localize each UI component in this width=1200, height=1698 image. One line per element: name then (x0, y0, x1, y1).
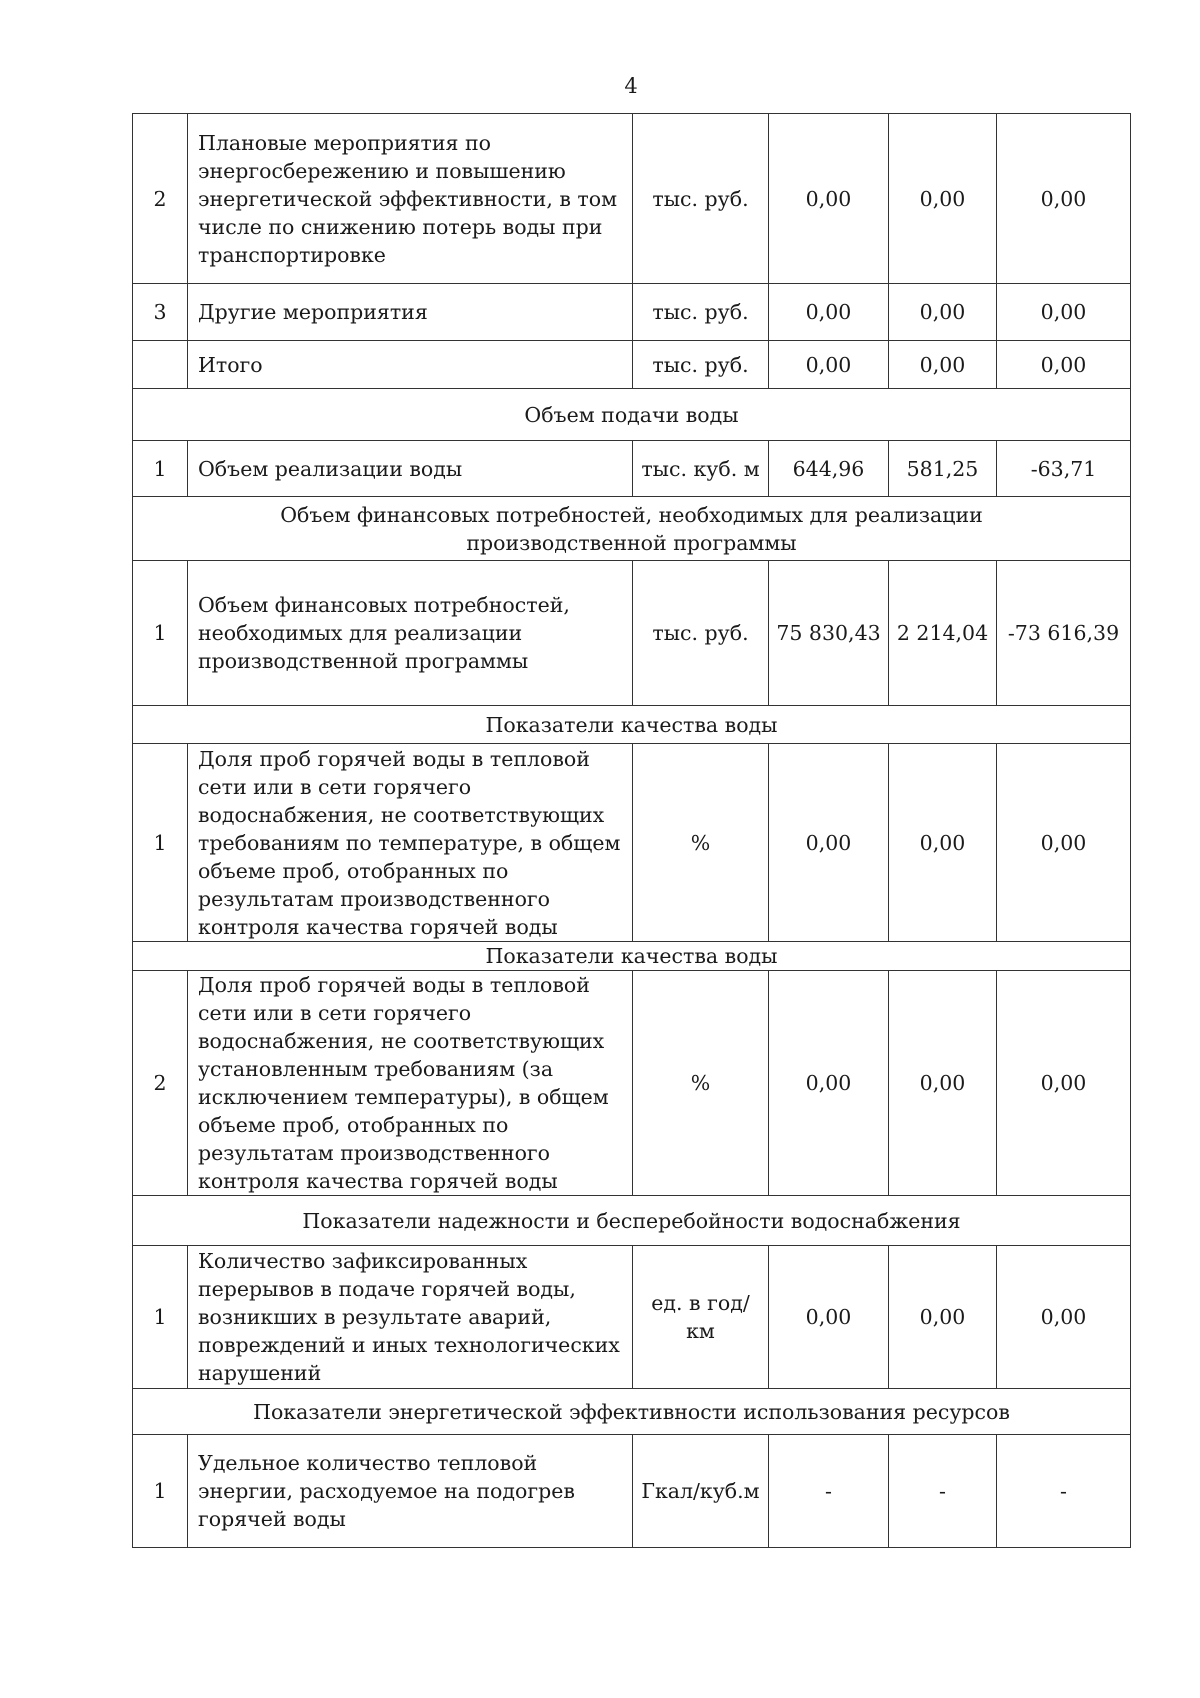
row-number: 1 (133, 1246, 188, 1389)
row-name: Удельное количество тепловой энергии, расходуемое на подогрев горячей воды (188, 1435, 633, 1548)
row-value-1: 75 830,43 (769, 561, 889, 706)
row-number: 1 (133, 744, 188, 942)
row-value-3: 0,00 (997, 284, 1131, 341)
row-name: Плановые мероприятия по энергосбережению и повышению энергетической эффективности, в том числе по снижению потерь воды при транспортировке (188, 114, 633, 284)
table-row (133, 284, 1131, 341)
section-header-row (133, 1389, 1131, 1435)
table-row (133, 441, 1131, 497)
row-value-3: -63,71 (997, 441, 1131, 497)
row-value-2: 0,00 (889, 341, 997, 389)
table-row (133, 341, 1131, 389)
table-row (133, 1246, 1131, 1389)
row-unit: ед. в год/ км (633, 1246, 769, 1389)
row-value-1: - (769, 1435, 889, 1548)
row-name: Доля проб горячей воды в тепловой сети или в сети горячего водоснабжения, не соответствующих требованиям по температуре, в общем объеме проб, отобранных по результатам производственного контроля качества горячей воды (188, 744, 633, 942)
row-name: Доля проб горячей воды в тепловой сети или в сети горячего водоснабжения, не соответствующих установленным требованиям (за исключением температуры), в общем объеме проб, отобранных по результатам производственного контроля качества горячей воды (188, 971, 633, 1196)
row-name: Объем реализации воды (188, 441, 633, 497)
row-value-2: 2 214,04 (889, 561, 997, 706)
row-number: 1 (133, 441, 188, 497)
row-value-3: 0,00 (997, 341, 1131, 389)
row-value-2: 0,00 (889, 1246, 997, 1389)
row-unit: тыс. руб. (633, 114, 769, 284)
section-title: Показатели качества воды (133, 706, 1131, 744)
row-value-3: - (997, 1435, 1131, 1548)
row-name: Итого (188, 341, 633, 389)
row-value-2: - (889, 1435, 997, 1548)
production-program-table (132, 113, 1131, 1548)
section-header-row (133, 942, 1131, 971)
row-value-1: 0,00 (769, 971, 889, 1196)
section-header-row (133, 389, 1131, 441)
row-name: Количество зафиксированных перерывов в подаче горячей воды, возникших в результате аварий, повреждений и иных технологических нарушений (188, 1246, 633, 1389)
row-value-2: 0,00 (889, 284, 997, 341)
section-title: Показатели энергетической эффективности использования ресурсов (133, 1389, 1131, 1435)
row-value-3: -73 616,39 (997, 561, 1131, 706)
row-value-2: 0,00 (889, 744, 997, 942)
row-unit: тыс. руб. (633, 341, 769, 389)
section-title: Объем подачи воды (133, 389, 1131, 441)
row-value-1: 0,00 (769, 341, 889, 389)
row-value-1: 0,00 (769, 284, 889, 341)
row-unit: % (633, 971, 769, 1196)
row-unit: % (633, 744, 769, 942)
section-header-row (133, 497, 1131, 561)
row-unit: тыс. руб. (633, 284, 769, 341)
section-header-row (133, 1196, 1131, 1246)
row-unit: Гкал/куб.м (633, 1435, 769, 1548)
row-number: 1 (133, 561, 188, 706)
row-number: 2 (133, 114, 188, 284)
table-row (133, 561, 1131, 706)
row-value-2: 581,25 (889, 441, 997, 497)
table-row (133, 971, 1131, 1196)
row-value-3: 0,00 (997, 744, 1131, 942)
row-value-1: 0,00 (769, 744, 889, 942)
row-value-3: 0,00 (997, 971, 1131, 1196)
row-number: 1 (133, 1435, 188, 1548)
table-row (133, 1435, 1131, 1548)
row-value-1: 0,00 (769, 1246, 889, 1389)
row-value-1: 644,96 (769, 441, 889, 497)
table-row (133, 744, 1131, 942)
row-unit: тыс. куб. м (633, 441, 769, 497)
section-title: Объем финансовых потребностей, необходимых для реализации производственной программы (133, 497, 1131, 561)
table-row (133, 114, 1131, 284)
row-number: 2 (133, 971, 188, 1196)
section-title: Показатели качества воды (133, 942, 1131, 971)
row-value-2: 0,00 (889, 971, 997, 1196)
section-header-row (133, 706, 1131, 744)
section-title: Показатели надежности и бесперебойности водоснабжения (133, 1196, 1131, 1246)
row-value-3: 0,00 (997, 1246, 1131, 1389)
row-name: Объем финансовых потребностей, необходимых для реализации производственной программы (188, 561, 633, 706)
row-number: 3 (133, 284, 188, 341)
row-name: Другие мероприятия (188, 284, 633, 341)
row-number (133, 341, 188, 389)
row-value-2: 0,00 (889, 114, 997, 284)
row-value-1: 0,00 (769, 114, 889, 284)
page-number: 4 (624, 74, 638, 98)
row-unit: тыс. руб. (633, 561, 769, 706)
row-value-3: 0,00 (997, 114, 1131, 284)
